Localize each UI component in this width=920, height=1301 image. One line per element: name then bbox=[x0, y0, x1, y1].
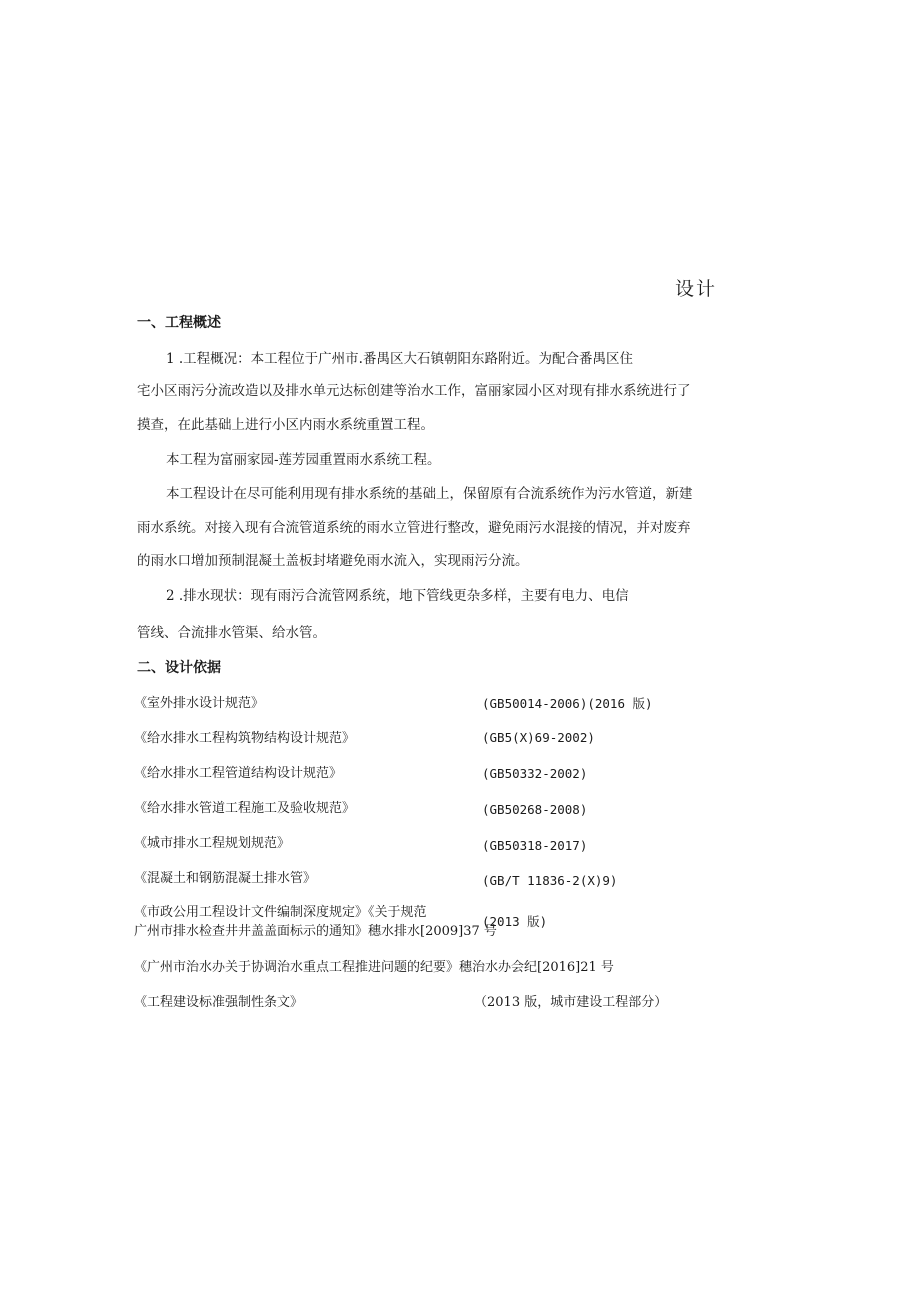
ref-name-1: 《室外排水设计规范》 bbox=[134, 696, 265, 711]
item2-line-2: 管线、合流排水管渠、给水管。 bbox=[137, 625, 326, 641]
ref-name-9: 《工程建设标准强制性条文》 bbox=[134, 995, 304, 1010]
ref-name-2: 《给水排水工程构筑物结构设计规范》 bbox=[134, 731, 356, 746]
item1-line-3: 摸查，在此基础上进行小区内雨水系统重置工程。 bbox=[137, 417, 434, 433]
ref-7-line-2: 广州市排水检查井井盖盖面标示的通知》穗水排水[2009]37 号 bbox=[134, 924, 497, 939]
item2-line-1: 2 .排水现状：现有雨污合流管网系统，地下管线更杂多样，主要有电力、电信 bbox=[166, 588, 629, 604]
ref-7-line-1: 《市政公用工程设计文件编制深度规定》《关于规范 bbox=[134, 905, 427, 920]
ref-name-4: 《给水排水管道工程施工及验收规范》 bbox=[134, 801, 356, 816]
ref-code-1: (GB50014-2006)(2016 版) bbox=[482, 696, 653, 711]
ref-name-6: 《混凝土和钢筋混凝土排水管》 bbox=[134, 871, 317, 886]
ref-code-4: (GB50268-2008) bbox=[482, 802, 588, 817]
ref-7-code-partial: (2013 版) bbox=[482, 914, 548, 929]
ref-name-5: 《城市排水工程规划规范》 bbox=[134, 836, 291, 851]
para2: 本工程为富丽家园-莲芳园重置雨水系统工程。 bbox=[166, 452, 441, 468]
ref-code-5: (GB50318-2017) bbox=[482, 838, 588, 853]
doc-title: 设计 bbox=[675, 278, 718, 300]
para3-line-2: 雨水系统。对接入现有合流管道系统的雨水立管进行整改，避免雨污水混接的情况，并对废弃 bbox=[137, 520, 691, 536]
section2-heading: 二、设计依据 bbox=[137, 660, 221, 676]
para3-line-3: 的雨水口增加预制混凝土盖板封堵避免雨水流入，实现雨污分流。 bbox=[137, 553, 529, 569]
item1-line-1: 1 .工程概况：本工程位于广州市.番禺区大石镇朝阳东路附近。为配合番禺区住 bbox=[166, 351, 633, 367]
ref-name-3: 《给水排水工程管道结构设计规范》 bbox=[134, 766, 343, 781]
para3-line-1: 本工程设计在尽可能利用现有排水系统的基础上，保留原有合流系统作为污水管道，新建 bbox=[166, 486, 693, 502]
item1-line-2: 宅小区雨污分流改造以及排水单元达标创建等治水工作，富丽家园小区对现有排水系统进行了 bbox=[137, 383, 691, 399]
ref-code-9: （2013 版，城市建设工程部分） bbox=[474, 995, 668, 1010]
ref-8: 《广州市治水办关于协调治水重点工程推进问题的纪要》穗治水办会纪[2016]21 号 bbox=[134, 960, 614, 975]
ref-code-6: (GB/T 11836-2(X)9) bbox=[482, 873, 618, 888]
ref-code-2: (GB5(X)69-2002) bbox=[482, 730, 595, 745]
section1-heading: 一、工程概述 bbox=[137, 315, 221, 331]
ref-code-3: (GB50332-2002) bbox=[482, 766, 588, 781]
